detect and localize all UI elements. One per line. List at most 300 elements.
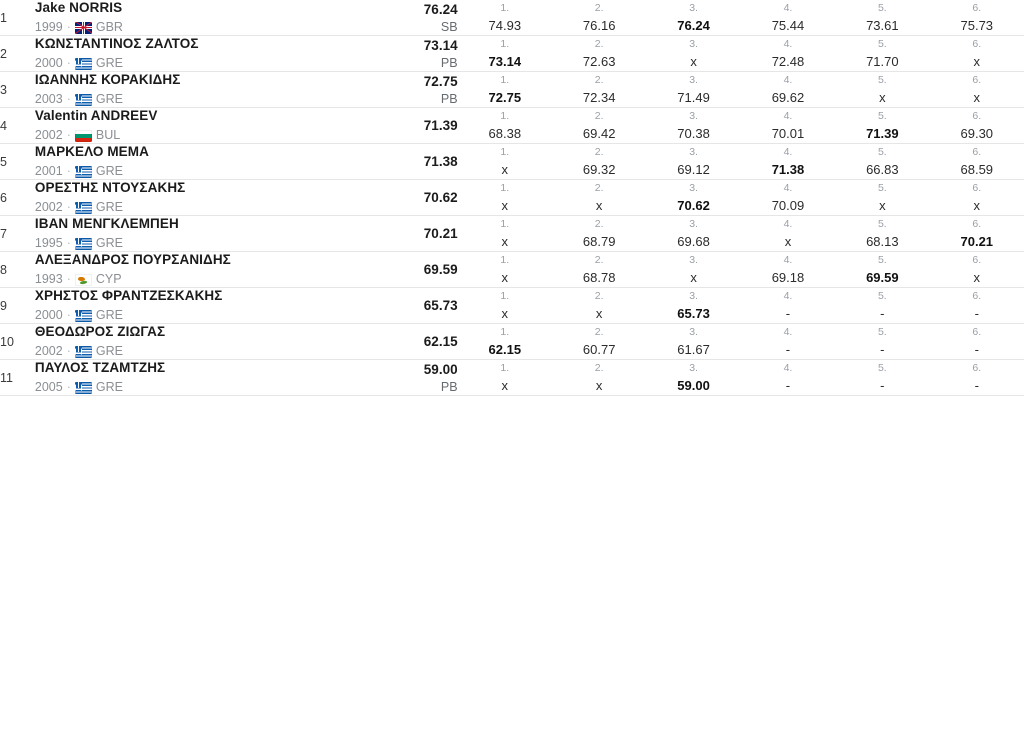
athlete-cell <box>35 144 343 180</box>
attempt-cell <box>552 216 646 252</box>
table-row[interactable] <box>0 144 1024 180</box>
attempt-index: 4. <box>783 289 793 302</box>
attempt-index: 3. <box>689 145 698 158</box>
athlete-birth-year: 2003 <box>34 92 63 106</box>
table-row[interactable] <box>0 108 1024 144</box>
attempt-index: 3. <box>689 217 698 230</box>
flag-icon <box>75 238 92 250</box>
attempt-cell <box>835 324 929 360</box>
attempt-index: 4. <box>783 1 793 14</box>
athlete-meta <box>35 380 343 395</box>
attempt-cell <box>552 108 646 144</box>
table-row[interactable] <box>0 216 1024 252</box>
attempt-cell <box>835 108 929 144</box>
rank-cell <box>0 144 35 180</box>
attempt-index: 2. <box>594 361 604 374</box>
attempt-value: 71.38 <box>771 161 805 177</box>
attempt-index: 1. <box>500 73 510 86</box>
attempt-cell <box>930 72 1024 108</box>
attempt-cell <box>741 0 835 36</box>
attempt-cell <box>741 288 835 324</box>
rank-cell <box>0 36 35 72</box>
attempt-index: 3. <box>689 253 698 266</box>
attempt-cell <box>930 0 1024 36</box>
attempt-cell <box>458 144 552 180</box>
attempt-index: 4. <box>783 325 793 338</box>
rank-value: 1 <box>0 10 7 25</box>
attempt-value: 72.48 <box>771 53 805 69</box>
athlete-cell <box>35 252 343 288</box>
attempt-cell <box>458 36 552 72</box>
attempt-index: 1. <box>500 1 510 14</box>
attempt-value: 61.67 <box>677 341 710 357</box>
attempt-cell <box>835 180 929 216</box>
athlete-birth-year: 2002 <box>34 344 63 358</box>
attempt-index: 4. <box>783 217 793 230</box>
attempt-index: 6. <box>972 325 982 338</box>
table-row[interactable] <box>0 252 1024 288</box>
meta-separator: · <box>66 92 71 106</box>
attempt-index: 6. <box>972 145 982 158</box>
table-row[interactable] <box>0 36 1024 72</box>
attempt-index: 1. <box>500 181 510 194</box>
attempt-cell <box>741 108 835 144</box>
attempt-value: 70.62 <box>677 197 710 213</box>
attempt-value: 71.70 <box>866 53 899 69</box>
athlete-meta <box>35 308 343 323</box>
mark-value: 65.73 <box>423 298 458 313</box>
mark-value: 72.75 <box>423 73 458 89</box>
attempt-value: 72.75 <box>488 89 522 105</box>
attempt-cell <box>835 216 929 252</box>
flag-icon <box>75 382 92 394</box>
attempt-index: 6. <box>972 289 982 302</box>
attempt-cell <box>458 108 552 144</box>
attempt-value: x <box>784 233 792 249</box>
attempt-value: 60.77 <box>582 341 616 357</box>
athlete-name[interactable]: Valentin ANDREEV <box>34 108 158 123</box>
rank-value: 5 <box>0 154 7 169</box>
mark-cell <box>343 180 458 216</box>
attempt-cell <box>458 216 552 252</box>
attempt-index: 1. <box>500 217 510 230</box>
flag-icon <box>75 310 92 322</box>
attempt-cell <box>552 0 646 36</box>
attempt-value: x <box>879 197 886 213</box>
mark-value: 70.21 <box>423 226 458 241</box>
athlete-birth-year: 1995 <box>34 236 63 250</box>
rank-cell <box>0 180 35 216</box>
flag-icon <box>75 22 92 34</box>
attempt-cell <box>930 360 1024 396</box>
athlete-name[interactable]: ΠΑΥΛΟΣ ΤΖΑΜΤΖΗΣ <box>34 360 166 375</box>
attempt-cell <box>646 72 740 108</box>
attempt-value: x <box>501 305 509 321</box>
attempt-index: 5. <box>877 37 887 50</box>
attempt-value: x <box>501 161 509 177</box>
attempt-cell <box>835 360 929 396</box>
athlete-country: GRE <box>95 236 123 250</box>
flag-icon <box>75 202 92 214</box>
attempt-value: x <box>595 305 603 321</box>
attempt-index: 2. <box>594 109 604 122</box>
attempt-cell <box>646 216 740 252</box>
attempt-cell <box>930 288 1024 324</box>
mark-cell <box>343 0 458 36</box>
attempt-value: 68.79 <box>582 233 616 249</box>
athlete-name[interactable]: ΘΕΟΔΩΡΟΣ ΖΙΩΓΑΣ <box>34 324 166 339</box>
attempt-index: 3. <box>689 361 698 374</box>
attempt-value: - <box>974 341 979 357</box>
attempt-cell <box>835 144 929 180</box>
attempt-cell <box>646 252 740 288</box>
attempt-value: x <box>973 269 981 285</box>
attempt-cell <box>552 360 646 396</box>
attempt-cell <box>646 180 740 216</box>
attempt-index: 2. <box>594 1 604 14</box>
flag-icon <box>75 94 92 106</box>
athlete-name[interactable]: ΟΡΕΣΤΗΣ ΝΤΟΥΣΑΚΗΣ <box>34 180 186 195</box>
attempt-cell <box>646 360 740 396</box>
attempt-index: 6. <box>972 1 982 14</box>
attempt-index: 5. <box>877 181 887 194</box>
attempt-index: 5. <box>877 253 887 266</box>
attempt-cell <box>741 36 835 72</box>
attempt-value: 69.59 <box>866 269 899 285</box>
attempt-value: x <box>501 197 509 213</box>
attempt-value: - <box>785 377 791 393</box>
athlete-name[interactable]: ΚΩΝΣΤΑΝΤΙΝΟΣ ΖΑΛΤΟΣ <box>34 36 199 51</box>
mark-value: 62.15 <box>423 334 458 349</box>
athlete-meta <box>35 56 343 71</box>
attempt-value: x <box>973 53 981 69</box>
attempt-value: - <box>974 377 979 393</box>
attempt-index: 6. <box>972 109 982 122</box>
athlete-birth-year: 1993 <box>34 272 63 286</box>
athlete-birth-year: 1999 <box>34 20 63 34</box>
mark-cell <box>343 144 458 180</box>
attempt-index: 2. <box>594 73 604 86</box>
attempt-value: 73.61 <box>866 17 899 33</box>
flag-icon <box>75 274 92 286</box>
attempt-index: 2. <box>594 289 604 302</box>
attempt-index: 4. <box>783 73 793 86</box>
attempt-value: 74.93 <box>488 17 522 33</box>
rank-value: 11 <box>0 370 13 385</box>
athlete-country: GRE <box>95 56 123 70</box>
attempt-cell <box>458 360 552 396</box>
attempt-cell <box>930 108 1024 144</box>
athlete-country: CYP <box>95 272 122 286</box>
athlete-cell <box>35 288 343 324</box>
table-row[interactable] <box>0 72 1024 108</box>
meta-separator: · <box>66 164 71 178</box>
attempt-value: 76.16 <box>582 17 616 33</box>
attempt-cell <box>458 252 552 288</box>
rank-cell <box>0 360 35 396</box>
attempt-value: 69.12 <box>677 161 710 177</box>
attempt-value: 69.42 <box>582 125 616 141</box>
attempt-index: 2. <box>594 325 604 338</box>
attempt-cell <box>552 252 646 288</box>
attempt-cell <box>552 180 646 216</box>
attempt-value: 69.68 <box>677 233 710 249</box>
attempt-value: 69.30 <box>960 125 994 141</box>
athlete-cell <box>35 36 343 72</box>
attempt-cell <box>552 72 646 108</box>
mark-tag: SB <box>440 19 458 34</box>
meta-separator: · <box>66 20 71 34</box>
athlete-birth-year: 2002 <box>34 200 63 214</box>
attempt-cell <box>835 0 929 36</box>
athlete-name[interactable]: ΧΡΗΣΤΟΣ ΦΡΑΝΤΖΕΣΚΑΚΗΣ <box>34 288 223 303</box>
athlete-name[interactable]: ΑΛΕΞΑΝΔΡΟΣ ΠΟΥΡΣΑΝΙΔΗΣ <box>34 252 231 267</box>
meta-separator: · <box>66 236 71 250</box>
attempt-index: 2. <box>594 145 604 158</box>
meta-separator: · <box>66 128 71 142</box>
meta-separator: · <box>66 272 71 286</box>
attempt-index: 3. <box>689 289 698 302</box>
attempt-value: x <box>973 89 981 105</box>
attempt-value: 70.38 <box>677 125 710 141</box>
attempt-cell <box>458 180 552 216</box>
athlete-country: GRE <box>95 200 123 214</box>
flag-icon <box>75 166 92 178</box>
athlete-birth-year: 2000 <box>34 308 63 322</box>
athlete-meta <box>35 20 343 35</box>
attempt-index: 1. <box>500 325 510 338</box>
rank-value: 3 <box>0 82 7 97</box>
attempt-index: 2. <box>594 181 604 194</box>
rank-value: 4 <box>0 118 7 133</box>
attempt-cell <box>552 288 646 324</box>
attempt-index: 1. <box>500 289 510 302</box>
attempt-index: 5. <box>877 217 887 230</box>
athlete-cell <box>35 360 343 396</box>
attempt-cell <box>930 252 1024 288</box>
attempt-cell <box>458 324 552 360</box>
rank-cell <box>0 108 35 144</box>
attempt-cell <box>741 180 835 216</box>
attempt-index: 5. <box>877 325 887 338</box>
attempt-cell <box>741 144 835 180</box>
attempt-cell <box>741 324 835 360</box>
table-row[interactable] <box>0 360 1024 396</box>
rank-cell <box>0 72 35 108</box>
attempt-index: 4. <box>783 145 793 158</box>
attempt-value: 71.39 <box>866 125 899 141</box>
attempt-value: 72.34 <box>582 89 616 105</box>
attempt-value: 71.49 <box>677 89 710 105</box>
athlete-cell <box>35 216 343 252</box>
mark-value: 59.00 <box>423 361 458 377</box>
attempt-index: 4. <box>783 109 793 122</box>
mark-cell <box>343 360 458 396</box>
athlete-meta <box>35 236 343 251</box>
athlete-country: GRE <box>95 92 123 106</box>
athlete-country: BUL <box>95 128 121 142</box>
flag-icon <box>75 346 92 358</box>
attempt-value: - <box>785 341 791 357</box>
attempt-value: 75.73 <box>960 17 994 33</box>
table-row[interactable] <box>0 324 1024 360</box>
athlete-meta <box>35 272 343 287</box>
attempt-cell <box>646 324 740 360</box>
mark-tag: PB <box>440 379 458 394</box>
athlete-meta <box>35 344 343 359</box>
attempt-cell <box>646 288 740 324</box>
meta-separator: · <box>66 200 71 214</box>
athlete-name[interactable]: ΙΩΑΝΝΗΣ ΚΟΡΑΚΙΔΗΣ <box>34 72 181 87</box>
attempt-cell <box>646 108 740 144</box>
rank-cell <box>0 288 35 324</box>
mark-cell <box>343 36 458 72</box>
attempt-cell <box>930 324 1024 360</box>
mark-cell <box>343 216 458 252</box>
flag-icon <box>75 130 92 142</box>
attempt-cell <box>458 72 552 108</box>
attempt-cell <box>930 144 1024 180</box>
attempt-value: 62.15 <box>488 341 522 357</box>
athlete-meta <box>35 164 343 179</box>
athlete-cell <box>35 324 343 360</box>
attempt-index: 6. <box>972 361 982 374</box>
attempt-index: 1. <box>500 145 510 158</box>
mark-value: 69.59 <box>423 262 458 277</box>
attempt-index: 5. <box>877 361 887 374</box>
attempt-cell <box>930 36 1024 72</box>
attempt-value: 70.21 <box>960 233 994 249</box>
attempt-cell <box>552 324 646 360</box>
attempt-cell <box>458 0 552 36</box>
attempt-cell <box>741 360 835 396</box>
attempt-value: 69.18 <box>771 269 805 285</box>
athlete-birth-year: 2001 <box>34 164 63 178</box>
attempt-index: 1. <box>500 361 510 374</box>
athlete-cell <box>35 108 343 144</box>
attempt-index: 6. <box>972 73 982 86</box>
athlete-birth-year: 2002 <box>34 128 63 142</box>
attempt-index: 4. <box>783 361 793 374</box>
rank-value: 8 <box>0 262 7 277</box>
athlete-name[interactable]: Jake NORRIS <box>34 0 123 15</box>
attempt-value: x <box>690 269 697 285</box>
attempt-value: 69.32 <box>582 161 616 177</box>
mark-cell <box>343 108 458 144</box>
attempt-index: 5. <box>877 109 887 122</box>
table-row[interactable] <box>0 0 1024 36</box>
attempt-value: 68.59 <box>960 161 994 177</box>
athlete-name[interactable]: ΙΒΑΝ ΜΕΝΓΚΛΕΜΠΕΗ <box>34 216 179 231</box>
athlete-name[interactable]: ΜΑΡΚΕΛΟ ΜΕΜΑ <box>34 144 149 159</box>
attempt-cell <box>646 36 740 72</box>
attempt-value: 66.83 <box>866 161 899 177</box>
attempt-value: - <box>880 305 885 321</box>
attempt-value: - <box>880 341 885 357</box>
attempt-cell <box>835 72 929 108</box>
attempt-index: 2. <box>594 217 604 230</box>
meta-separator: · <box>66 56 71 70</box>
attempt-value: x <box>595 377 603 393</box>
attempt-value: 65.73 <box>677 305 710 321</box>
mark-value: 71.39 <box>423 118 458 133</box>
mark-tag: PB <box>440 55 458 70</box>
rank-cell <box>0 216 35 252</box>
mark-tag: PB <box>440 91 458 106</box>
mark-value: 73.14 <box>423 37 458 53</box>
mark-cell <box>343 72 458 108</box>
attempt-cell <box>835 252 929 288</box>
athlete-country: GRE <box>95 380 123 394</box>
attempt-index: 2. <box>594 253 604 266</box>
table-row[interactable] <box>0 288 1024 324</box>
attempt-cell <box>741 252 835 288</box>
meta-separator: · <box>66 344 71 358</box>
attempt-value: 76.24 <box>677 17 710 33</box>
attempt-cell <box>646 0 740 36</box>
rank-value: 10 <box>0 334 14 349</box>
attempt-cell <box>835 288 929 324</box>
rank-value: 6 <box>0 190 7 205</box>
mark-value: 70.62 <box>423 190 458 205</box>
attempt-value: 73.14 <box>488 53 522 69</box>
attempt-value: 75.44 <box>771 17 805 33</box>
attempt-index: 5. <box>877 73 887 86</box>
attempt-index: 4. <box>783 37 793 50</box>
attempt-index: 3. <box>689 37 698 50</box>
attempt-cell <box>930 180 1024 216</box>
attempt-cell <box>741 72 835 108</box>
mark-value: 76.24 <box>423 1 458 17</box>
attempt-value: 68.78 <box>582 269 616 285</box>
attempt-value: 68.38 <box>488 125 522 141</box>
attempt-index: 1. <box>500 109 510 122</box>
athlete-birth-year: 2005 <box>34 380 63 394</box>
attempt-value: 59.00 <box>677 377 710 393</box>
attempt-index: 6. <box>972 253 982 266</box>
flag-icon <box>75 58 92 70</box>
attempt-index: 2. <box>594 37 604 50</box>
attempt-index: 3. <box>689 109 698 122</box>
athlete-country: GBR <box>95 20 123 34</box>
attempt-value: x <box>595 197 603 213</box>
rank-value: 9 <box>0 298 7 313</box>
attempt-index: 6. <box>972 37 982 50</box>
rank-value: 7 <box>0 226 7 241</box>
attempt-cell <box>835 36 929 72</box>
table-row[interactable] <box>0 180 1024 216</box>
attempt-value: 69.62 <box>771 89 805 105</box>
attempt-index: 6. <box>972 217 982 230</box>
athlete-meta <box>35 200 343 215</box>
attempt-index: 3. <box>689 325 698 338</box>
athlete-birth-year: 2000 <box>34 56 63 70</box>
attempt-value: x <box>501 377 509 393</box>
attempt-cell <box>552 36 646 72</box>
attempt-value: 70.09 <box>771 197 805 213</box>
rank-cell <box>0 324 35 360</box>
attempt-value: 68.13 <box>866 233 899 249</box>
rank-value: 2 <box>0 46 7 61</box>
attempt-index: 1. <box>500 253 510 266</box>
attempt-value: - <box>785 305 791 321</box>
attempt-index: 4. <box>783 253 793 266</box>
athlete-cell <box>35 180 343 216</box>
attempt-value: 70.01 <box>771 125 805 141</box>
rank-cell <box>0 252 35 288</box>
attempt-cell <box>552 144 646 180</box>
attempt-value: 72.63 <box>582 53 616 69</box>
